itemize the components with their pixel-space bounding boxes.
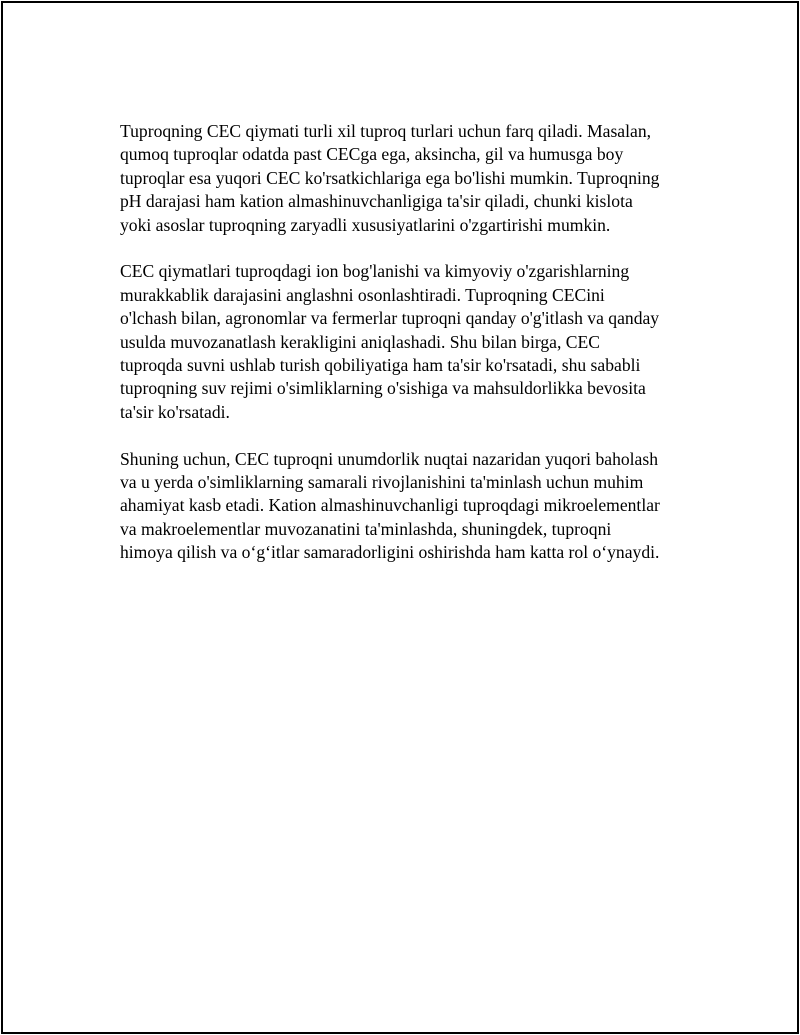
- paragraph-2: [120, 260, 695, 424]
- paragraph-line: qumoq tuproqlar odatda past CECga ega, aksincha, gil va humusga boy: [120, 144, 624, 165]
- paragraph-line: tuproqlar esa yuqori CEC ko'rsatkichlariga ega bo'lishi mumkin. Tuproqning: [120, 167, 660, 188]
- paragraph-line: Shuning uchun, CEC tuproqni unumdorlik nuqtai nazaridan yuqori baholash: [120, 448, 659, 469]
- paragraph-line: Tuproqning CEC qiymati turli xil tuproq turlari uchun farq qiladi. Masalan,: [120, 121, 652, 141]
- paragraph-line: o'lchash bilan, agronomlar va fermerlar tuproqni qanday o'g'itlash va qanday: [120, 308, 660, 329]
- paragraph-1: [120, 120, 695, 237]
- paragraph-line: himoya qilish va o‘g‘itlar samaradorligini oshirishda ham katta rol o‘ynaydi.: [120, 542, 660, 563]
- paragraph-line: ahamiyat kasb etadi. Kation almashinuvchanligi tuproqdagi mikroelementlar: [120, 495, 660, 516]
- paragraph-line: murakkablik darajasini anglashni osonlashtiradi. Tuproqning CECini: [120, 284, 605, 305]
- paragraph-line: va makroelementlar muvozanatini ta'minlashda, shuningdek, tuproqni: [120, 518, 612, 539]
- paragraph-line: yoki asoslar tuproqning zaryadli xususiyatlarini o'zgartirishi mumkin.: [120, 214, 611, 235]
- paragraph-line: CEC qiymatlari tuproqdagi ion bog'lanishi va kimyoviy o'zgarishlarning: [120, 261, 630, 282]
- paragraph-line: ta'sir ko'rsatadi.: [120, 401, 230, 422]
- paragraph-line: pH darajasi ham kation almashinuvchanligiga ta'sir qiladi, chunki kislota: [120, 191, 633, 212]
- paragraph-line: va u yerda o'simliklarning samarali rivojlanishini ta'minlash uchun muhim: [120, 472, 644, 493]
- paragraph-line: usulda muvozanatlash kerakligini aniqlashadi. Shu bilan birga, CEC: [120, 331, 600, 352]
- paragraph-line: tuproqda suvni ushlab turish qobiliyatiga ham ta'sir ko'rsatadi, shu sababli: [120, 355, 641, 376]
- document-body: [120, 120, 695, 588]
- page-frame: [1, 1, 799, 1034]
- paragraph-line: tuproqning suv rejimi o'simliklarning o'sishiga va mahsuldorlikka bevosita: [120, 378, 646, 399]
- paragraph-3: [120, 448, 695, 565]
